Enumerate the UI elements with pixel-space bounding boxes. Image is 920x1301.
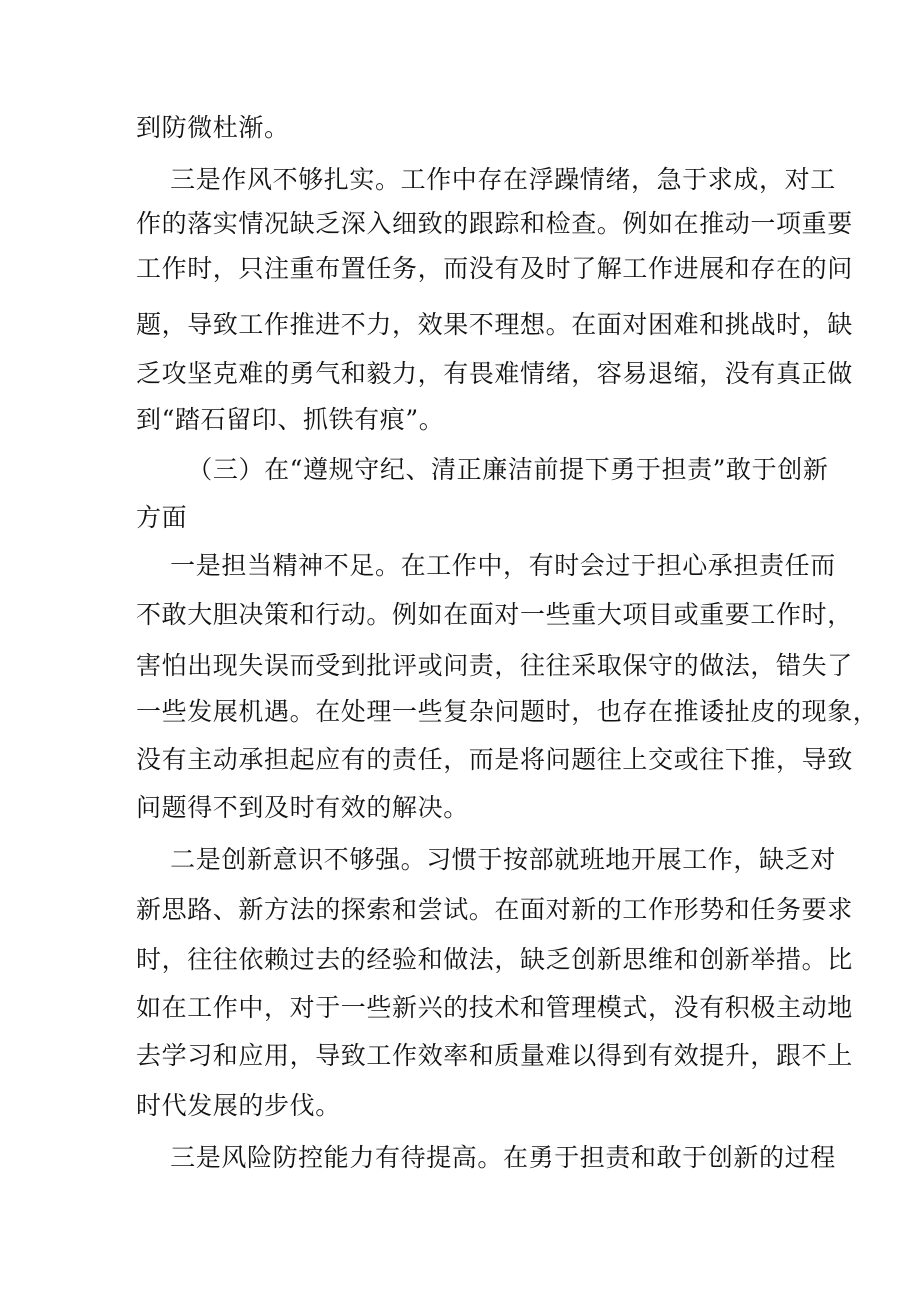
text-line: 没有主动承担起应有的责任，而是将问题往上交或往下推，导致 bbox=[136, 745, 853, 774]
text-line: 乏攻坚克难的勇气和毅力，有畏难情绪，容易退缩，没有真正做 bbox=[136, 359, 853, 388]
text-line: 去学习和应用，导致工作效率和质量难以得到有效提升，跟不上 bbox=[136, 1041, 853, 1070]
text-line: 不敢大胆决策和行动。例如在面对一些重大项目或重要工作时， bbox=[136, 600, 853, 629]
text-line: 工作时，只注重布置任务，而没有及时了解工作进展和存在的问 bbox=[136, 254, 853, 283]
text-line: 一是担当精神不足。在工作中，有时会过于担心承担责任而 bbox=[136, 551, 836, 580]
text-line: 害怕出现失误而受到批评或问责，往往采取保守的做法，错失了 bbox=[136, 651, 853, 680]
text-line: 一些发展机遇。在处理一些复杂问题时，也存在推诿扯皮的现象， bbox=[136, 697, 879, 726]
text-line: 到“踏石留印、抓铁有痕”。 bbox=[136, 405, 445, 434]
text-line: 时，往往依赖过去的经验和做法，缺乏创新思维和创新举措。比 bbox=[136, 945, 853, 974]
text-line: 问题得不到及时有效的解决。 bbox=[136, 793, 469, 822]
text-line: 新思路、新方法的探索和尝试。在面对新的工作形势和任务要求 bbox=[136, 895, 853, 924]
text-line: 二是创新意识不够强。习惯于按部就班地开展工作，缺乏对 bbox=[136, 845, 836, 874]
text-line: 题，导致工作推进不力，效果不理想。在面对困难和挑战时，缺 bbox=[136, 310, 853, 339]
text-line: 作的落实情况缺乏深入细致的跟踪和检查。例如在推动一项重要 bbox=[136, 209, 853, 238]
text-line: 三是作风不够扎实。工作中存在浮躁情绪，急于求成，对工 bbox=[136, 165, 836, 194]
section-heading: （三）在“遵规守纪、清正廉洁前提下勇于担责”敢于创新 bbox=[136, 455, 829, 484]
text-line: 三是风险防控能力有待提高。在勇于担责和敢于创新的过程 bbox=[136, 1143, 836, 1172]
text-line: 时代发展的步伐。 bbox=[136, 1091, 341, 1120]
text-line: 到防微杜渐。 bbox=[136, 113, 290, 142]
text-line: 如在工作中，对于一些新兴的技术和管理模式，没有积极主动地 bbox=[136, 993, 853, 1022]
section-heading: 方面 bbox=[136, 503, 188, 532]
